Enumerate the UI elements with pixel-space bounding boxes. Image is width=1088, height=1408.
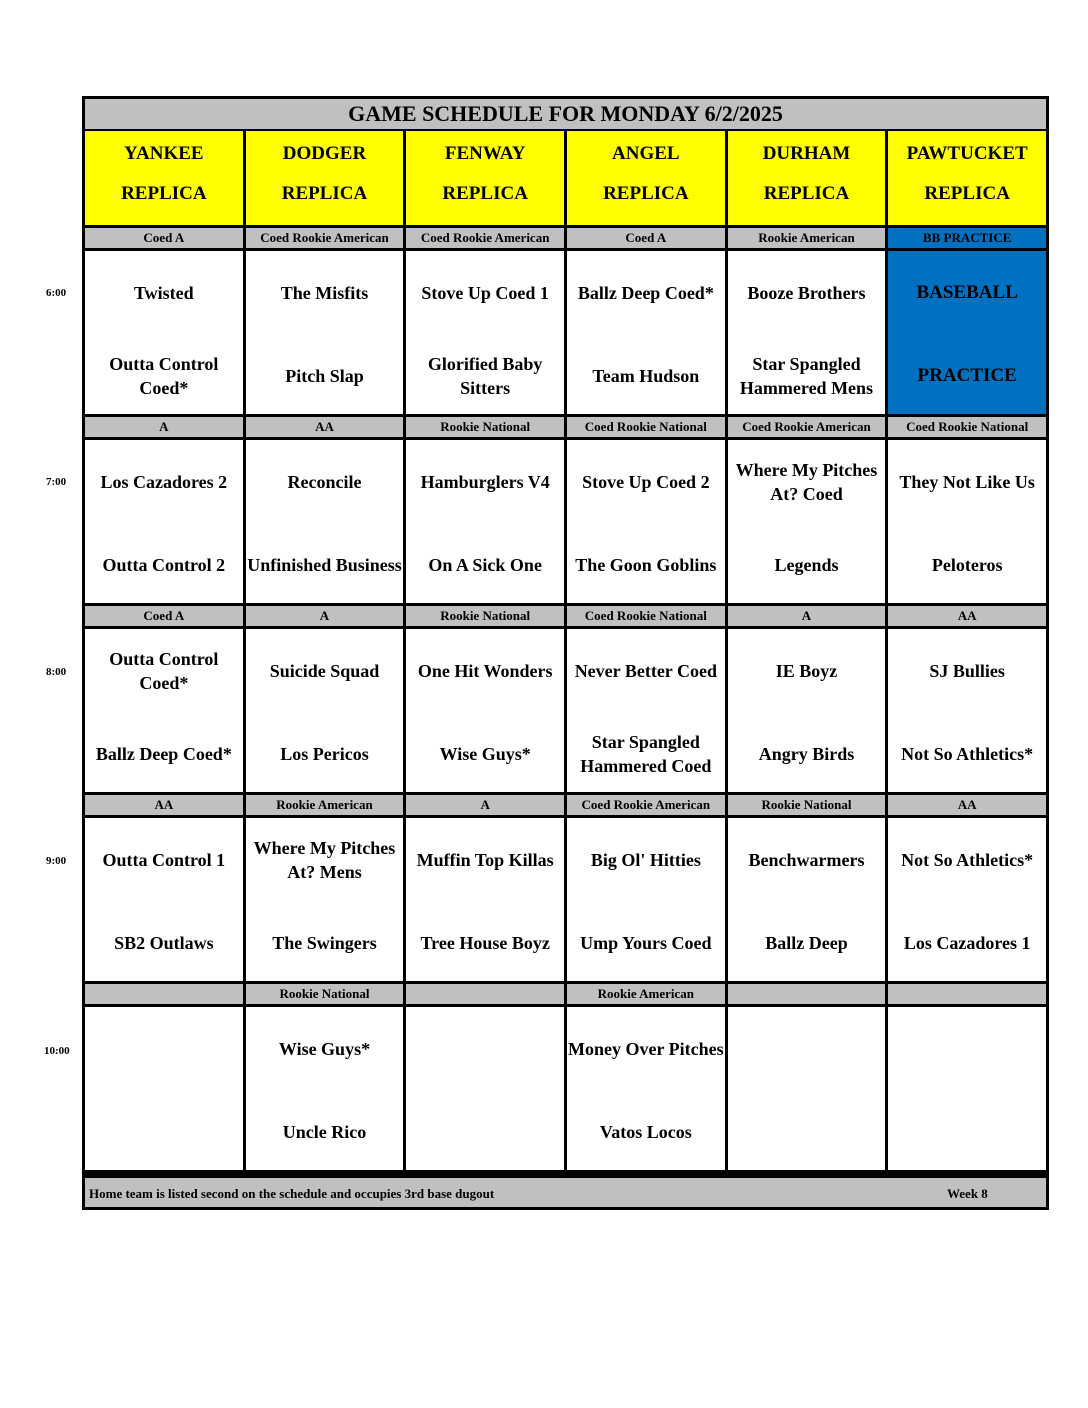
game-cell (406, 629, 564, 792)
schedule-footer (85, 1175, 1046, 1207)
away-team (406, 1023, 564, 1075)
field-header (728, 131, 886, 225)
home-team: Tree House Boyz (420, 933, 550, 953)
away-team: Hamburglers V4 (420, 472, 550, 492)
division-label: AA (246, 417, 404, 437)
field-name: DODGER (282, 143, 367, 164)
field-header (85, 131, 243, 225)
division-label: Coed A (567, 228, 725, 248)
home-team: The Goon Goblins (575, 555, 717, 575)
field-name: FENWAY (444, 143, 526, 164)
footer-note: Home team is listed second on the schedule and occupies 3rd base dugout (89, 1186, 495, 1201)
home-team: Glorified Baby Sitters (427, 354, 543, 398)
home-team: Uncle Rico (282, 1122, 367, 1142)
division-label: Rookie National (406, 417, 564, 437)
schedule-title: GAME SCHEDULE FOR MONDAY 6/2/2025 (85, 99, 1046, 131)
schedule-table (82, 96, 1049, 1210)
home-team: SB2 Outlaws (114, 933, 214, 953)
home-team: PRACTICE (917, 365, 1017, 386)
away-team: Wise Guys* (278, 1039, 371, 1059)
home-team: The Swingers (272, 933, 377, 953)
away-team: Where My Pitches At? Mens (253, 838, 396, 882)
home-team: Ballz Deep (765, 933, 848, 953)
division-label: AA (888, 795, 1046, 815)
home-team: Star Spangled Hammered Coed (580, 732, 712, 776)
away-team: IE Boyz (775, 661, 838, 681)
home-team (85, 1106, 243, 1158)
away-team: Benchwarmers (748, 850, 865, 870)
home-team: On A Sick One (428, 555, 542, 575)
away-team: Where My Pitches At? Coed (735, 460, 878, 504)
home-team: Wise Guys* (439, 744, 531, 764)
home-team (888, 1106, 1046, 1158)
time-label: 6:00 (46, 287, 67, 299)
game-cell (888, 818, 1046, 981)
away-team: Suicide Squad (269, 661, 380, 681)
game-cell (246, 629, 404, 792)
game-cell (246, 251, 404, 414)
home-team (728, 1106, 886, 1158)
field-subtitle: REPLICA (924, 183, 1010, 204)
division-label: A (246, 606, 404, 626)
game-cell (406, 251, 564, 414)
field-subtitle: REPLICA (281, 183, 368, 204)
home-team: Los Cazadores 1 (903, 933, 1031, 953)
game-cell (728, 1007, 886, 1170)
field-subtitle: REPLICA (121, 183, 207, 204)
time-label: 10:00 (44, 1045, 70, 1057)
away-team: Outta Control 1 (102, 850, 226, 870)
field-name: YANKEE (124, 143, 204, 164)
division-label: Coed A (85, 606, 243, 626)
game-cell (567, 818, 725, 981)
division-label (406, 984, 564, 1004)
division-label: Rookie National (246, 984, 404, 1004)
away-team: BASEBALL (916, 282, 1018, 303)
game-cell (567, 629, 725, 792)
game-cell (728, 440, 886, 603)
division-label: Coed Rookie National (567, 606, 725, 626)
field-name: PAWTUCKET (906, 143, 1028, 164)
time-label: 8:00 (46, 666, 67, 678)
division-label: Coed Rookie National (888, 417, 1046, 437)
game-cell (85, 440, 243, 603)
division-label: BB PRACTICE (888, 228, 1046, 248)
game-cell (567, 440, 725, 603)
away-team: Reconcile (287, 472, 362, 492)
away-team: Outta Control Coed* (109, 649, 219, 693)
field-subtitle: REPLICA (763, 183, 850, 204)
game-cell (888, 440, 1046, 603)
home-team: Los Pericos (280, 744, 369, 764)
game-cell (567, 251, 725, 414)
time-label: 7:00 (46, 476, 67, 488)
away-team: Money Over Pitches (568, 1039, 724, 1059)
game-cell (728, 251, 886, 414)
game-cell (246, 818, 404, 981)
practice-block (888, 251, 1046, 414)
field-name: ANGEL (612, 143, 680, 164)
field-subtitle: REPLICA (442, 183, 528, 204)
away-team: Stove Up Coed 1 (421, 283, 549, 303)
division-label: Rookie American (567, 984, 725, 1004)
field-header (888, 131, 1046, 225)
away-team: Booze Brothers (747, 283, 866, 303)
field-header (567, 131, 725, 225)
away-team (728, 1023, 886, 1075)
division-label: Coed A (85, 228, 243, 248)
field-subtitle: REPLICA (603, 183, 689, 204)
away-team: Muffin Top Killas (416, 850, 554, 870)
division-label: Rookie American (246, 795, 404, 815)
game-cell (246, 440, 404, 603)
away-team: Twisted (133, 283, 194, 303)
home-team: Unfinished Business (247, 555, 402, 575)
away-team (85, 1023, 243, 1075)
home-team: Legends (774, 555, 839, 575)
away-team: Stove Up Coed 2 (582, 472, 710, 492)
home-team: Outta Control Coed* (109, 354, 219, 398)
game-cell (728, 629, 886, 792)
away-team: The Misfits (280, 283, 369, 303)
game-cell (85, 818, 243, 981)
field-name: DURHAM (762, 143, 851, 164)
home-team: Angry Birds (758, 744, 855, 764)
away-team: Los Cazadores 2 (100, 472, 228, 492)
division-label: Coed Rookie American (246, 228, 404, 248)
division-label: A (728, 606, 886, 626)
home-team: Ballz Deep Coed* (95, 744, 232, 764)
game-cell (888, 629, 1046, 792)
away-team: Ballz Deep Coed* (577, 283, 714, 303)
game-cell (406, 818, 564, 981)
game-cell (888, 1007, 1046, 1170)
time-label: 9:00 (46, 855, 67, 867)
division-label: A (406, 795, 564, 815)
schedule-grid (85, 131, 1046, 1170)
away-team: Not So Athletics* (901, 850, 1034, 870)
home-team: Vatos Locos (599, 1122, 692, 1142)
away-team: One Hit Wonders (417, 661, 553, 681)
game-cell (246, 1007, 404, 1170)
away-team: Big Ol' Hitties (590, 850, 701, 870)
away-team: Never Better Coed (574, 661, 717, 681)
division-label: AA (85, 795, 243, 815)
game-cell (406, 1007, 564, 1170)
home-team: Star Spangled Hammered Mens (739, 354, 874, 398)
week-label: Week 8 (947, 1186, 988, 1201)
home-team: Ump Yours Coed (580, 933, 712, 953)
game-cell (85, 629, 243, 792)
game-cell (85, 251, 243, 414)
home-team (406, 1106, 564, 1158)
division-label: Coed Rookie American (728, 417, 886, 437)
game-cell (85, 1007, 243, 1170)
home-team: Team Hudson (592, 366, 700, 386)
game-cell (728, 818, 886, 981)
division-label (888, 984, 1046, 1004)
home-team: Outta Control 2 (102, 555, 226, 575)
game-cell (567, 1007, 725, 1170)
home-team: Peloteros (931, 555, 1003, 575)
away-team: They Not Like Us (899, 472, 1035, 492)
game-cell (406, 440, 564, 603)
away-team (888, 1023, 1046, 1075)
division-label: AA (888, 606, 1046, 626)
home-team: Not So Athletics* (901, 744, 1034, 764)
home-team: Pitch Slap (285, 366, 364, 386)
division-label: Coed Rookie American (567, 795, 725, 815)
division-label: Rookie American (728, 228, 886, 248)
division-label: Rookie National (728, 795, 886, 815)
away-team: SJ Bullies (929, 661, 1005, 681)
division-label (728, 984, 886, 1004)
division-label: Rookie National (406, 606, 564, 626)
division-label (85, 984, 243, 1004)
division-label: Coed Rookie National (567, 417, 725, 437)
division-label: Coed Rookie American (406, 228, 564, 248)
field-header (246, 131, 404, 225)
field-header (406, 131, 564, 225)
division-label: A (85, 417, 243, 437)
